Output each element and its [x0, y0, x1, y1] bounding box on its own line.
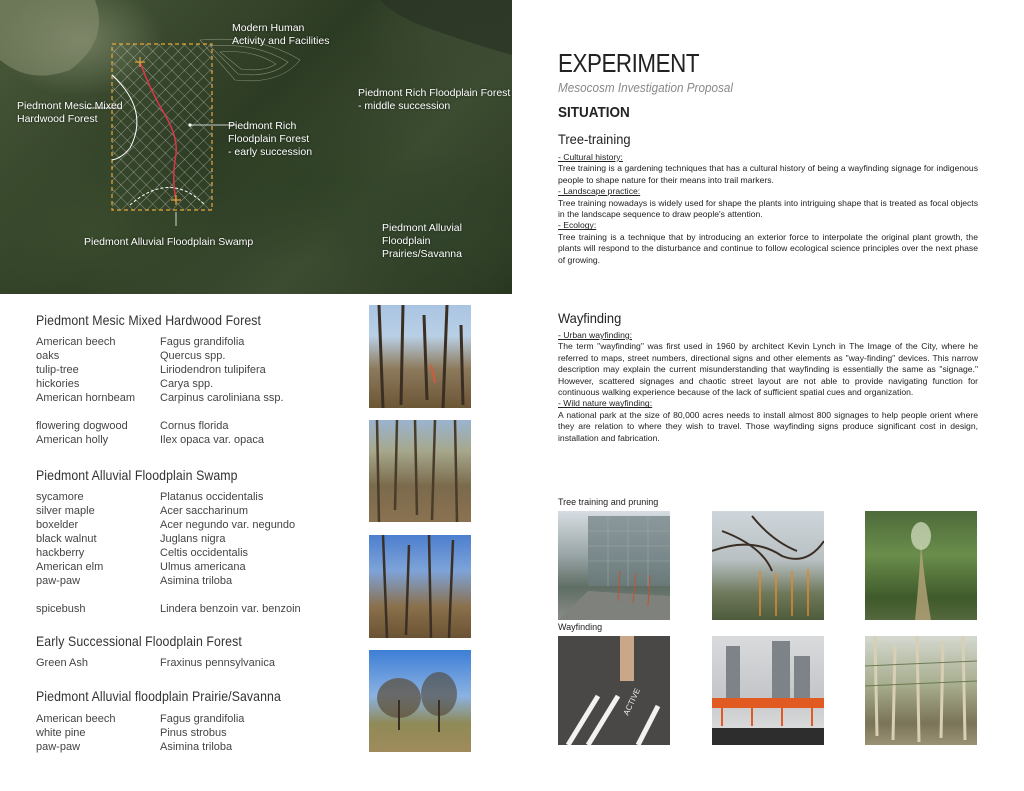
city-gates	[712, 636, 824, 745]
leader-dot	[188, 123, 191, 126]
scientific-name: Ulmus americana	[160, 561, 246, 573]
ecology-label: - Ecology:	[558, 220, 597, 231]
scientific-name: Fraxinus pennsylvanica	[160, 657, 275, 669]
scientific-name: Acer negundo var. negundo	[160, 519, 296, 531]
trained-tree-branches	[712, 511, 824, 620]
aerial-site-map	[0, 0, 512, 294]
scientific-name: Juglans nigra	[160, 533, 226, 545]
experiment-subtitle: Mesocosm Investigation Proposal	[558, 80, 733, 95]
common-name: Green Ash	[36, 657, 88, 669]
common-name: flowering dogwood	[36, 420, 128, 432]
experiment-title: EXPERIMENT	[558, 48, 700, 78]
scientific-name: Lindera benzoin var. benzoin	[160, 603, 301, 615]
forest-poles	[865, 636, 977, 745]
savanna-trees	[369, 650, 471, 752]
scientific-name: Pinus strobus	[160, 727, 227, 739]
scientific-name: Platanus occidentalis	[160, 491, 264, 503]
common-name: American elm	[36, 561, 104, 573]
scientific-name: Celtis occidentalis	[160, 547, 249, 559]
label-modern-activity: Modern Human Activity and Facilities	[232, 22, 330, 47]
wayfinding-caption: Wayfinding	[558, 622, 603, 632]
mesic-forest-photo	[369, 305, 471, 408]
tree-training-heading: Tree-training	[558, 131, 631, 147]
label-alluvial-swamp: Piedmont Alluvial Floodplain Swamp	[84, 236, 254, 248]
prairie-title: Piedmont Alluvial floodplain Prairie/Savanna	[36, 688, 281, 704]
scientific-name: Quercus spp.	[160, 350, 226, 362]
common-name: American beech	[36, 336, 116, 348]
tree-training-body	[558, 152, 978, 266]
landscape-practice-label: - Landscape practice:	[558, 186, 641, 197]
tree-training-photo-2	[712, 511, 824, 620]
cultural-history-label: - Cultural history:	[558, 152, 623, 162]
common-name: paw-paw	[36, 741, 81, 753]
scientific-name: Asimina triloba	[160, 741, 233, 753]
scientific-name: Fagus grandifolia	[160, 336, 245, 348]
common-name: tulip-tree	[36, 364, 79, 376]
scientific-name: Carpinus caroliniana ssp.	[160, 392, 284, 404]
common-name: spicebush	[36, 603, 86, 615]
urban-wayfinding-label: - Urban wayfinding:	[558, 330, 633, 340]
river-band	[380, 0, 512, 55]
common-name: paw-paw	[36, 575, 81, 587]
study-area-hatch	[112, 44, 212, 210]
tree-trunks	[369, 535, 471, 638]
label-rich-early: Piedmont Rich Floodplain Forest - early succession	[228, 120, 313, 158]
tree-trunks	[369, 305, 471, 408]
early-successional-photo	[369, 535, 471, 638]
scientific-name: Carya spp.	[160, 378, 214, 390]
wayfinding-heading: Wayfinding	[558, 310, 622, 326]
label-rich-middle: Piedmont Rich Floodplain Forest - middle succession	[358, 87, 511, 112]
scientific-name: Asimina triloba	[160, 575, 233, 587]
early-successional-title: Early Successional Floodplain Forest	[36, 633, 242, 649]
common-name: black walnut	[36, 533, 97, 545]
scientific-name: Ilex opaca var. opaca	[160, 434, 264, 446]
common-name: sycamore	[36, 491, 84, 503]
tree-training-caption: Tree training and pruning	[558, 497, 659, 507]
scientific-name: Acer saccharinum	[160, 505, 249, 517]
open-field	[0, 0, 99, 76]
wild-wayfinding-text: A national park at the size of 80,000 acres needs to install almost 800 signages to help people orient where they are relation to where they wish to travel. Those wayfinding signs produce significant cost in design, installation and fabrication.	[558, 409, 978, 443]
tree-training-photo-3	[865, 511, 977, 620]
landscape-practice-text: Tree training nowadays is widely used for shape the plants into intriguing shape that is treated as focal objects in the landscape sequence to draw people's attention.	[558, 197, 978, 220]
label-alluvial-prairie: Piedmont Alluvial Floodplain Prairies/Savanna	[382, 222, 462, 260]
prairie-photo	[369, 650, 471, 752]
tree-trunks	[369, 420, 471, 522]
urban-wayfinding-text: The term "wayfinding" was first used in 1960 by architect Kevin Lynch in The Image of the City, where he referred to maps, street numbers, directional signs and other elements as "way-finding" devices. This narrow description may explain the current misunderstanding that wayfinding is essentially the same as "signage." However, scattered signages and chaotic street layout are not able to provide navigating function for continuous walking experience because of the lack of sufficient spatial cues and organization.	[558, 341, 978, 398]
common-name: hackberry	[36, 547, 85, 559]
wayfinding-photo-1	[558, 636, 670, 745]
tunnel-path	[865, 511, 977, 620]
street-marking-text: ACTIVE	[621, 686, 643, 717]
common-name: American hornbeam	[36, 392, 136, 404]
wild-wayfinding-label: - Wild nature wayfinding:	[558, 398, 653, 409]
common-name: boxelder	[36, 519, 79, 531]
mesic-forest-title: Piedmont Mesic Mixed Hardwood Forest	[36, 312, 262, 328]
building-facade	[558, 511, 670, 620]
scientific-name: Cornus florida	[160, 420, 229, 432]
common-name: white pine	[36, 727, 86, 739]
label-mesic-forest: Piedmont Mesic Mixed Hardwood Forest	[17, 100, 123, 125]
wayfinding-body	[558, 330, 978, 444]
common-name: oaks	[36, 350, 60, 362]
swamp-photo	[369, 420, 471, 522]
common-name: American beech	[36, 713, 116, 725]
street-markings	[558, 636, 670, 745]
common-name: American holly	[36, 434, 109, 446]
common-name: hickories	[36, 378, 80, 390]
wayfinding-photo-3	[865, 636, 977, 745]
tree-training-photo-1	[558, 511, 670, 620]
common-name: silver maple	[36, 505, 95, 517]
wayfinding-photo-2	[712, 636, 824, 745]
situation-heading: SITUATION	[558, 104, 630, 121]
scientific-name: Liriodendron tulipifera	[160, 364, 266, 376]
ecology-text: Tree training is a technique that by introducing an exterior force to interpolate the original plant growth, the plants will respond to the disturbance and continue to follow ecological science principles over the next phase of growing.	[558, 231, 978, 265]
swamp-title: Piedmont Alluvial Floodplain Swamp	[36, 467, 238, 483]
cultural-history-text: Tree training is a gardening techniques that has a cultural history of being a wayfinding signage for indigenous people to shape nature for their means into trail markers.	[558, 163, 978, 185]
scientific-name: Fagus grandifolia	[160, 713, 245, 725]
